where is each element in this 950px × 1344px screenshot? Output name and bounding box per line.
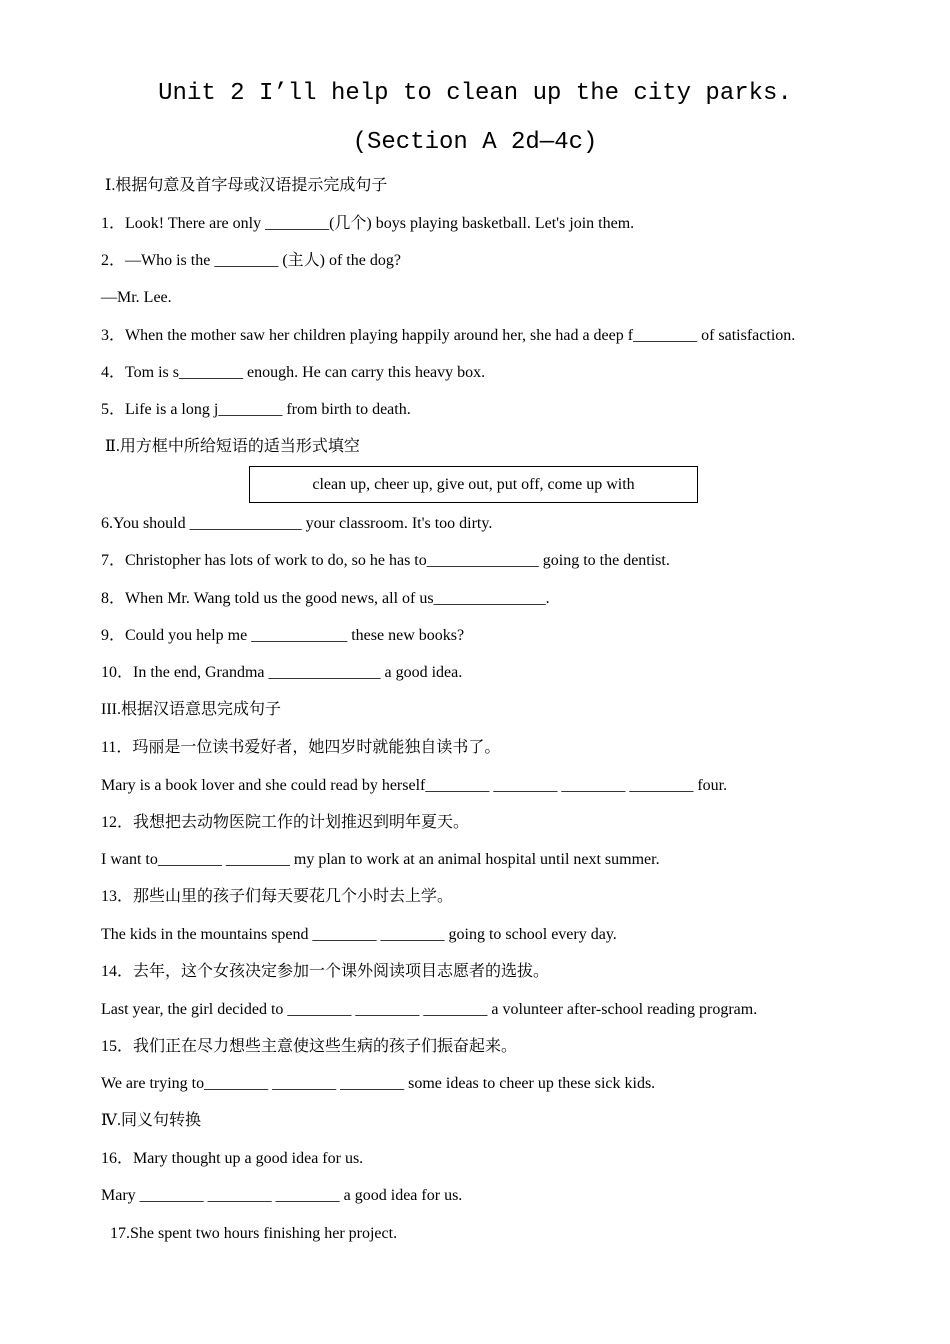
question-line: 6.You should ______________ your classroom. It's too dirty. <box>101 515 493 532</box>
section-heading: Ⅰ.根据句意及首字母或汉语提示完成句子 <box>105 177 388 194</box>
question-line: 10．In the end, Grandma ______________ a good idea. <box>101 664 463 681</box>
answer-line: I want to________ ________ my plan to work at an animal hospital until next summer. <box>101 851 660 868</box>
question-line: 17.She spent two hours finishing her project. <box>110 1225 398 1242</box>
answer-line: Mary ________ ________ ________ a good idea for us. <box>101 1187 463 1204</box>
section-heading: Ⅳ.同义句转换 <box>101 1112 201 1129</box>
section-heading: III.根据汉语意思完成句子 <box>101 701 281 718</box>
answer-line: We are trying to________ ________ ________ some ideas to cheer up these sick kids. <box>101 1075 656 1092</box>
question-line: 15．我们正在尽力想些主意使这些生病的孩子们振奋起来。 <box>101 1038 518 1055</box>
question-line: 14．去年，这个女孩决定参加一个课外阅读项目志愿者的选拔。 <box>101 963 550 980</box>
question-line: 12．我想把去动物医院工作的计划推迟到明年夏天。 <box>101 814 470 831</box>
question-line: 5．Life is a long j________ from birth to death. <box>101 401 411 418</box>
question-line: 11．玛丽是一位读书爱好者，她四岁时就能独自读书了。 <box>101 739 501 756</box>
answer-line: The kids in the mountains spend ________ ________ going to school every day. <box>101 926 617 943</box>
phrase-box: clean up, cheer up, give out, put off, come up with <box>249 466 698 503</box>
question-line: 9．Could you help me ____________ these new books? <box>101 627 465 644</box>
worksheet-subtitle: (Section A 2d—4c) <box>352 129 598 156</box>
question-line: 13．那些山里的孩子们每天要花几个小时去上学。 <box>101 888 454 905</box>
question-line: 4．Tom is s________ enough. He can carry this heavy box. <box>101 364 486 381</box>
question-line: 3．When the mother saw her children playing happily around her, she had a deep f________ of satisfaction. <box>101 327 796 344</box>
question-line: 2．—Who is the ________ (主人) of the dog? <box>101 252 401 269</box>
answer-line: Mary is a book lover and she could read by herself________ ________ ________ ________ four. <box>101 777 728 794</box>
section-heading: Ⅱ.用方框中所给短语的适当形式填空 <box>105 438 360 455</box>
question-line: 1．Look! There are only ________(几个) boys playing basketball. Let's join them. <box>101 215 635 232</box>
question-line: 8．When Mr. Wang told us the good news, all of us______________. <box>101 590 550 607</box>
question-line: 7．Christopher has lots of work to do, so he has to______________ going to the dentist. <box>101 552 670 569</box>
question-line: 16．Mary thought up a good idea for us. <box>101 1150 364 1167</box>
worksheet-title: Unit 2 I’ll help to clean up the city parks. <box>158 80 792 107</box>
answer-line: Last year, the girl decided to ________ ________ ________ a volunteer after-school reading program. <box>101 1001 758 1018</box>
answer-line: —Mr. Lee. <box>101 289 172 306</box>
